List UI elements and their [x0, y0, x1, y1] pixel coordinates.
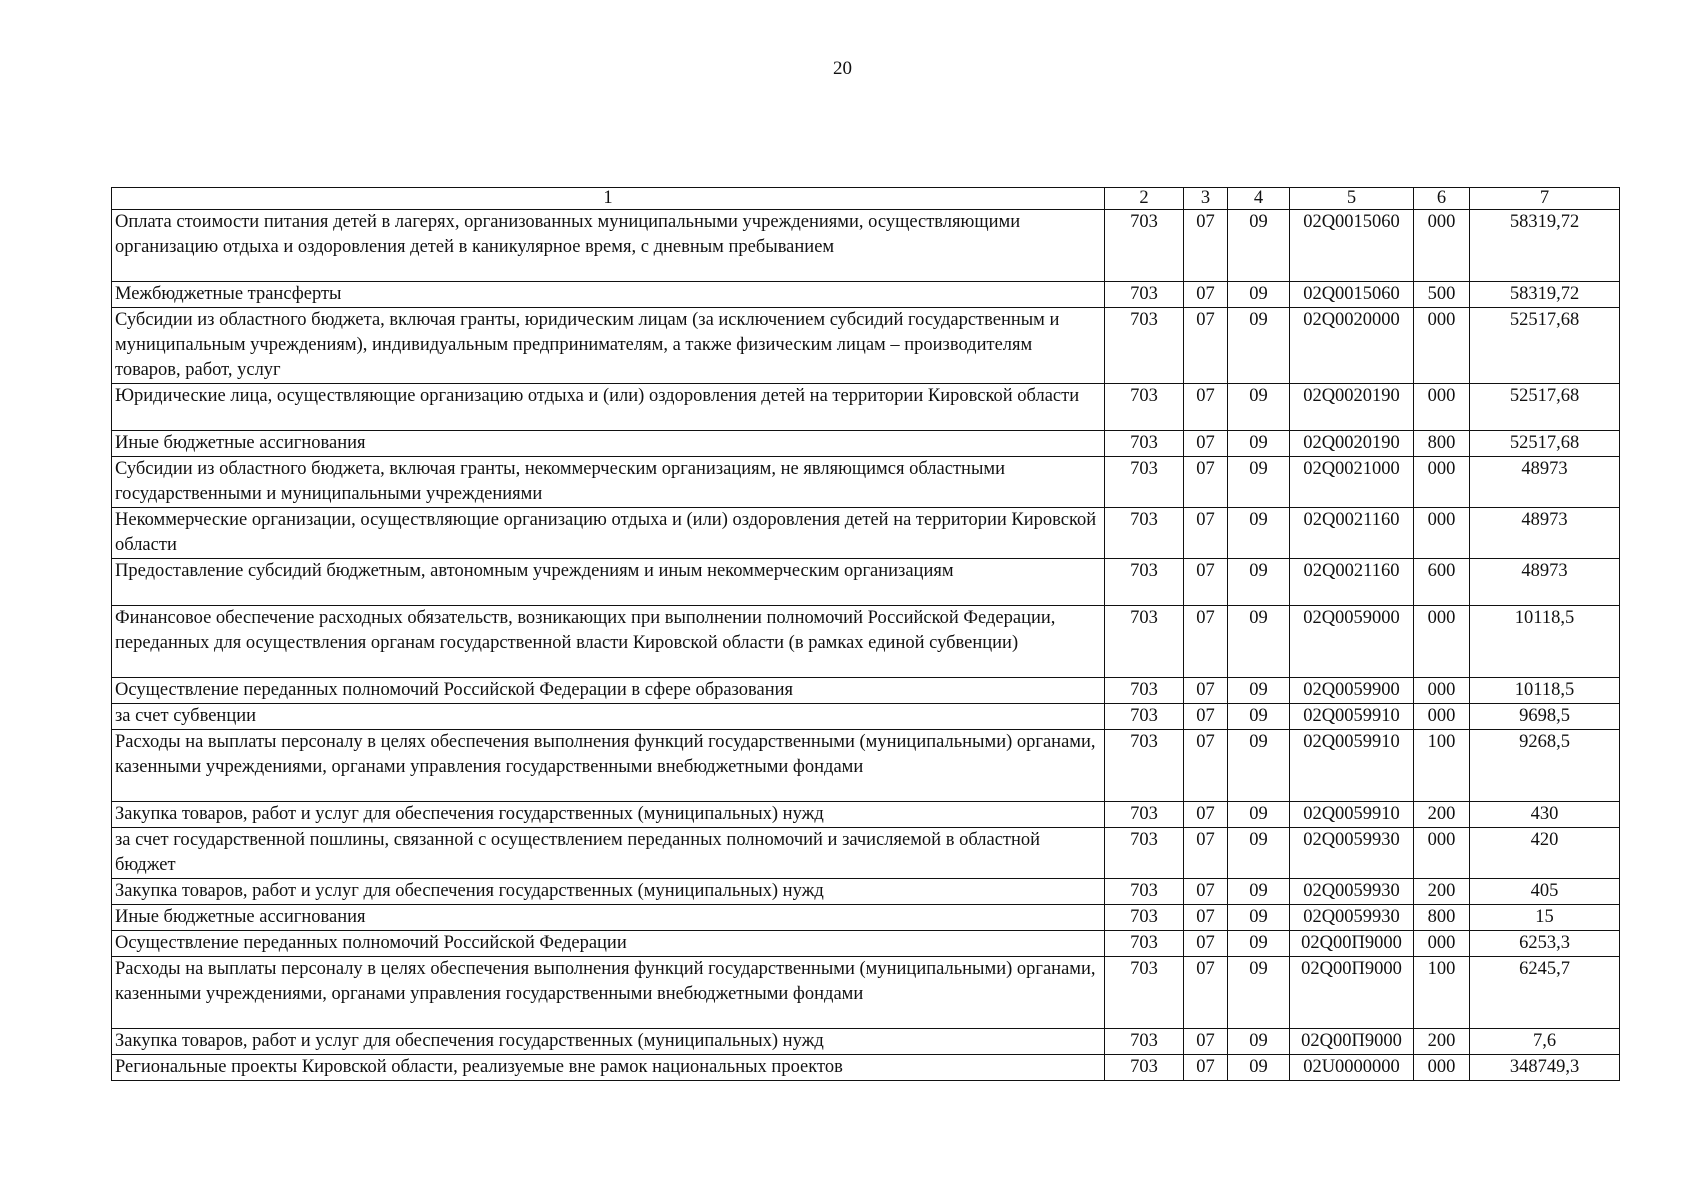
row-value-cell: 07 — [1184, 905, 1228, 931]
row-value-cell: 02Q0021000 — [1290, 457, 1414, 508]
table-body — [112, 210, 1620, 1081]
row-value-cell: 07 — [1184, 1029, 1228, 1055]
row-value-cell: 02Q0059910 — [1290, 704, 1414, 730]
row-value-cell: 02Q0059910 — [1290, 802, 1414, 828]
row-value-cell: 9698,5 — [1470, 704, 1620, 730]
row-name-cell: Иные бюджетные ассигнования — [112, 905, 1105, 931]
table-row — [112, 606, 1620, 678]
header-cell: 5 — [1290, 188, 1414, 210]
table-row — [112, 704, 1620, 730]
row-value-cell: 09 — [1228, 559, 1290, 606]
row-value-cell: 09 — [1228, 802, 1290, 828]
table-row — [112, 559, 1620, 606]
row-value-cell: 07 — [1184, 606, 1228, 678]
row-value-cell: 100 — [1414, 730, 1470, 802]
row-value-cell: 703 — [1105, 730, 1184, 802]
row-value-cell: 07 — [1184, 559, 1228, 606]
row-name-cell: за счет субвенции — [112, 704, 1105, 730]
row-name-cell: Субсидии из областного бюджета, включая гранты, некоммерческим организациям, не являющимся областными государственными и муниципальными учреждениями — [112, 457, 1105, 508]
row-value-cell: 000 — [1414, 828, 1470, 879]
row-value-cell: 000 — [1414, 210, 1470, 282]
row-name-cell: за счет государственной пошлины, связанной с осуществлением переданных полномочий и зачисляемой в областной бюджет — [112, 828, 1105, 879]
row-value-cell: 07 — [1184, 431, 1228, 457]
row-value-cell: 07 — [1184, 730, 1228, 802]
row-value-cell: 07 — [1184, 828, 1228, 879]
row-value-cell: 07 — [1184, 879, 1228, 905]
row-value-cell: 02Q0059930 — [1290, 905, 1414, 931]
row-value-cell: 52517,68 — [1470, 384, 1620, 431]
row-value-cell: 348749,3 — [1470, 1055, 1620, 1081]
row-value-cell: 500 — [1414, 282, 1470, 308]
row-value-cell: 09 — [1228, 384, 1290, 431]
row-value-cell: 02Q0021160 — [1290, 559, 1414, 606]
table-row — [112, 730, 1620, 802]
row-value-cell: 02Q00П9000 — [1290, 957, 1414, 1029]
row-value-cell: 48973 — [1470, 457, 1620, 508]
row-name-cell: Субсидии из областного бюджета, включая гранты, юридическим лицам (за исключением субсидий государственным и муниципальным учреждениям), индивидуальным предпринимателям, а также физическим лицам – производителям товаров, работ, услуг — [112, 308, 1105, 384]
table-row — [112, 905, 1620, 931]
row-value-cell: 07 — [1184, 704, 1228, 730]
row-value-cell: 07 — [1184, 282, 1228, 308]
row-value-cell: 58319,72 — [1470, 210, 1620, 282]
table-row — [112, 1055, 1620, 1081]
row-value-cell: 09 — [1228, 282, 1290, 308]
row-value-cell: 09 — [1228, 308, 1290, 384]
row-value-cell: 02Q0015060 — [1290, 210, 1414, 282]
row-value-cell: 02Q0059000 — [1290, 606, 1414, 678]
table-row — [112, 957, 1620, 1029]
row-value-cell: 07 — [1184, 457, 1228, 508]
row-value-cell: 02Q0020000 — [1290, 308, 1414, 384]
row-name-cell: Осуществление переданных полномочий Российской Федерации в сфере образования — [112, 678, 1105, 704]
row-value-cell: 100 — [1414, 957, 1470, 1029]
row-value-cell: 000 — [1414, 508, 1470, 559]
row-value-cell: 07 — [1184, 678, 1228, 704]
row-value-cell: 02Q0059900 — [1290, 678, 1414, 704]
row-value-cell: 07 — [1184, 931, 1228, 957]
row-value-cell: 6253,3 — [1470, 931, 1620, 957]
row-value-cell: 200 — [1414, 879, 1470, 905]
row-name-cell: Закупка товаров, работ и услуг для обеспечения государственных (муниципальных) нужд — [112, 1029, 1105, 1055]
row-value-cell: 07 — [1184, 1055, 1228, 1081]
table-row — [112, 828, 1620, 879]
row-value-cell: 703 — [1105, 308, 1184, 384]
row-value-cell: 58319,72 — [1470, 282, 1620, 308]
row-name-cell: Иные бюджетные ассигнования — [112, 431, 1105, 457]
row-value-cell: 6245,7 — [1470, 957, 1620, 1029]
row-value-cell: 703 — [1105, 606, 1184, 678]
row-value-cell: 703 — [1105, 210, 1184, 282]
row-value-cell: 405 — [1470, 879, 1620, 905]
row-value-cell: 703 — [1105, 457, 1184, 508]
row-value-cell: 02Q0020190 — [1290, 384, 1414, 431]
row-value-cell: 200 — [1414, 802, 1470, 828]
row-value-cell: 09 — [1228, 905, 1290, 931]
row-value-cell: 15 — [1470, 905, 1620, 931]
header-cell: 7 — [1470, 188, 1620, 210]
row-name-cell: Юридические лица, осуществляющие организацию отдыха и (или) оздоровления детей на территории Кировской области — [112, 384, 1105, 431]
table-row — [112, 879, 1620, 905]
row-value-cell: 703 — [1105, 431, 1184, 457]
row-value-cell: 10118,5 — [1470, 678, 1620, 704]
row-value-cell: 000 — [1414, 678, 1470, 704]
row-value-cell: 000 — [1414, 384, 1470, 431]
row-value-cell: 02Q0021160 — [1290, 508, 1414, 559]
row-value-cell: 09 — [1228, 828, 1290, 879]
table-row — [112, 457, 1620, 508]
row-value-cell: 09 — [1228, 730, 1290, 802]
row-value-cell: 703 — [1105, 828, 1184, 879]
row-value-cell: 48973 — [1470, 559, 1620, 606]
row-value-cell: 09 — [1228, 508, 1290, 559]
table-row — [112, 508, 1620, 559]
row-value-cell: 07 — [1184, 508, 1228, 559]
row-value-cell: 600 — [1414, 559, 1470, 606]
row-name-cell: Закупка товаров, работ и услуг для обеспечения государственных (муниципальных) нужд — [112, 879, 1105, 905]
page-number: 20 — [833, 58, 852, 79]
row-value-cell: 09 — [1228, 210, 1290, 282]
row-value-cell: 703 — [1105, 905, 1184, 931]
row-value-cell: 07 — [1184, 308, 1228, 384]
row-value-cell: 430 — [1470, 802, 1620, 828]
row-value-cell: 07 — [1184, 802, 1228, 828]
row-name-cell: Финансовое обеспечение расходных обязательств, возникающих при выполнении полномочий Российской Федерации, переданных для осуществления органам государственной власти Кировской области (в рамках единой субвенции) — [112, 606, 1105, 678]
row-value-cell: 703 — [1105, 1055, 1184, 1081]
table-row — [112, 308, 1620, 384]
row-value-cell: 09 — [1228, 606, 1290, 678]
row-value-cell: 800 — [1414, 431, 1470, 457]
row-value-cell: 200 — [1414, 1029, 1470, 1055]
row-value-cell: 09 — [1228, 457, 1290, 508]
row-value-cell: 48973 — [1470, 508, 1620, 559]
row-value-cell: 09 — [1228, 1029, 1290, 1055]
row-value-cell: 000 — [1414, 931, 1470, 957]
row-name-cell: Осуществление переданных полномочий Российской Федерации — [112, 931, 1105, 957]
row-value-cell: 07 — [1184, 384, 1228, 431]
row-name-cell: Оплата стоимости питания детей в лагерях, организованных муниципальными учреждениями, осуществляющими организацию отдыха и оздоровления детей в каникулярное время, с дневным пребыванием — [112, 210, 1105, 282]
row-value-cell: 703 — [1105, 508, 1184, 559]
budget-table — [111, 187, 1620, 1081]
table-row — [112, 210, 1620, 282]
row-value-cell: 52517,68 — [1470, 431, 1620, 457]
row-value-cell: 703 — [1105, 704, 1184, 730]
header-cell: 1 — [112, 188, 1105, 210]
row-value-cell: 703 — [1105, 678, 1184, 704]
row-value-cell: 07 — [1184, 210, 1228, 282]
row-value-cell: 703 — [1105, 1029, 1184, 1055]
header-cell: 3 — [1184, 188, 1228, 210]
row-name-cell: Некоммерческие организации, осуществляющие организацию отдыха и (или) оздоровления детей на территории Кировской области — [112, 508, 1105, 559]
row-value-cell: 52517,68 — [1470, 308, 1620, 384]
row-name-cell: Межбюджетные трансферты — [112, 282, 1105, 308]
row-value-cell: 9268,5 — [1470, 730, 1620, 802]
row-value-cell: 09 — [1228, 1055, 1290, 1081]
header-cell: 6 — [1414, 188, 1470, 210]
row-value-cell: 000 — [1414, 308, 1470, 384]
row-value-cell: 09 — [1228, 931, 1290, 957]
table-row — [112, 431, 1620, 457]
row-value-cell: 02Q0059930 — [1290, 879, 1414, 905]
table-row — [112, 931, 1620, 957]
row-value-cell: 09 — [1228, 957, 1290, 1029]
row-value-cell: 02Q0059910 — [1290, 730, 1414, 802]
row-name-cell: Расходы на выплаты персоналу в целях обеспечения выполнения функций государственными (муниципальными) органами, казенными учреждениями, органами управления государственными внебюджетными фондами — [112, 957, 1105, 1029]
table-row — [112, 802, 1620, 828]
header-cell: 2 — [1105, 188, 1184, 210]
row-value-cell: 703 — [1105, 957, 1184, 1029]
row-value-cell: 703 — [1105, 559, 1184, 606]
row-name-cell: Региональные проекты Кировской области, реализуемые вне рамок национальных проектов — [112, 1055, 1105, 1081]
row-value-cell: 10118,5 — [1470, 606, 1620, 678]
row-value-cell: 703 — [1105, 282, 1184, 308]
row-value-cell: 000 — [1414, 457, 1470, 508]
header-cell: 4 — [1228, 188, 1290, 210]
row-value-cell: 7,6 — [1470, 1029, 1620, 1055]
row-value-cell: 703 — [1105, 879, 1184, 905]
table-row — [112, 282, 1620, 308]
row-value-cell: 02Q00П9000 — [1290, 1029, 1414, 1055]
row-value-cell: 02Q0015060 — [1290, 282, 1414, 308]
row-value-cell: 420 — [1470, 828, 1620, 879]
row-name-cell: Предоставление субсидий бюджетным, автономным учреждениям и иным некоммерческим организациям — [112, 559, 1105, 606]
row-value-cell: 09 — [1228, 431, 1290, 457]
table-row — [112, 384, 1620, 431]
row-value-cell: 02U0000000 — [1290, 1055, 1414, 1081]
row-value-cell: 02Q00П9000 — [1290, 931, 1414, 957]
row-value-cell: 07 — [1184, 957, 1228, 1029]
row-value-cell: 09 — [1228, 678, 1290, 704]
row-value-cell: 09 — [1228, 879, 1290, 905]
row-value-cell: 703 — [1105, 802, 1184, 828]
row-value-cell: 703 — [1105, 931, 1184, 957]
row-name-cell: Расходы на выплаты персоналу в целях обеспечения выполнения функций государственными (муниципальными) органами, казенными учреждениями, органами управления государственными внебюджетными фондами — [112, 730, 1105, 802]
row-value-cell: 703 — [1105, 384, 1184, 431]
row-value-cell: 09 — [1228, 704, 1290, 730]
table-header-row — [112, 188, 1620, 210]
row-value-cell: 02Q0059930 — [1290, 828, 1414, 879]
table-row — [112, 1029, 1620, 1055]
row-value-cell: 000 — [1414, 704, 1470, 730]
table-row — [112, 678, 1620, 704]
row-value-cell: 02Q0020190 — [1290, 431, 1414, 457]
row-name-cell: Закупка товаров, работ и услуг для обеспечения государственных (муниципальных) нужд — [112, 802, 1105, 828]
row-value-cell: 000 — [1414, 606, 1470, 678]
row-value-cell: 000 — [1414, 1055, 1470, 1081]
row-value-cell: 800 — [1414, 905, 1470, 931]
